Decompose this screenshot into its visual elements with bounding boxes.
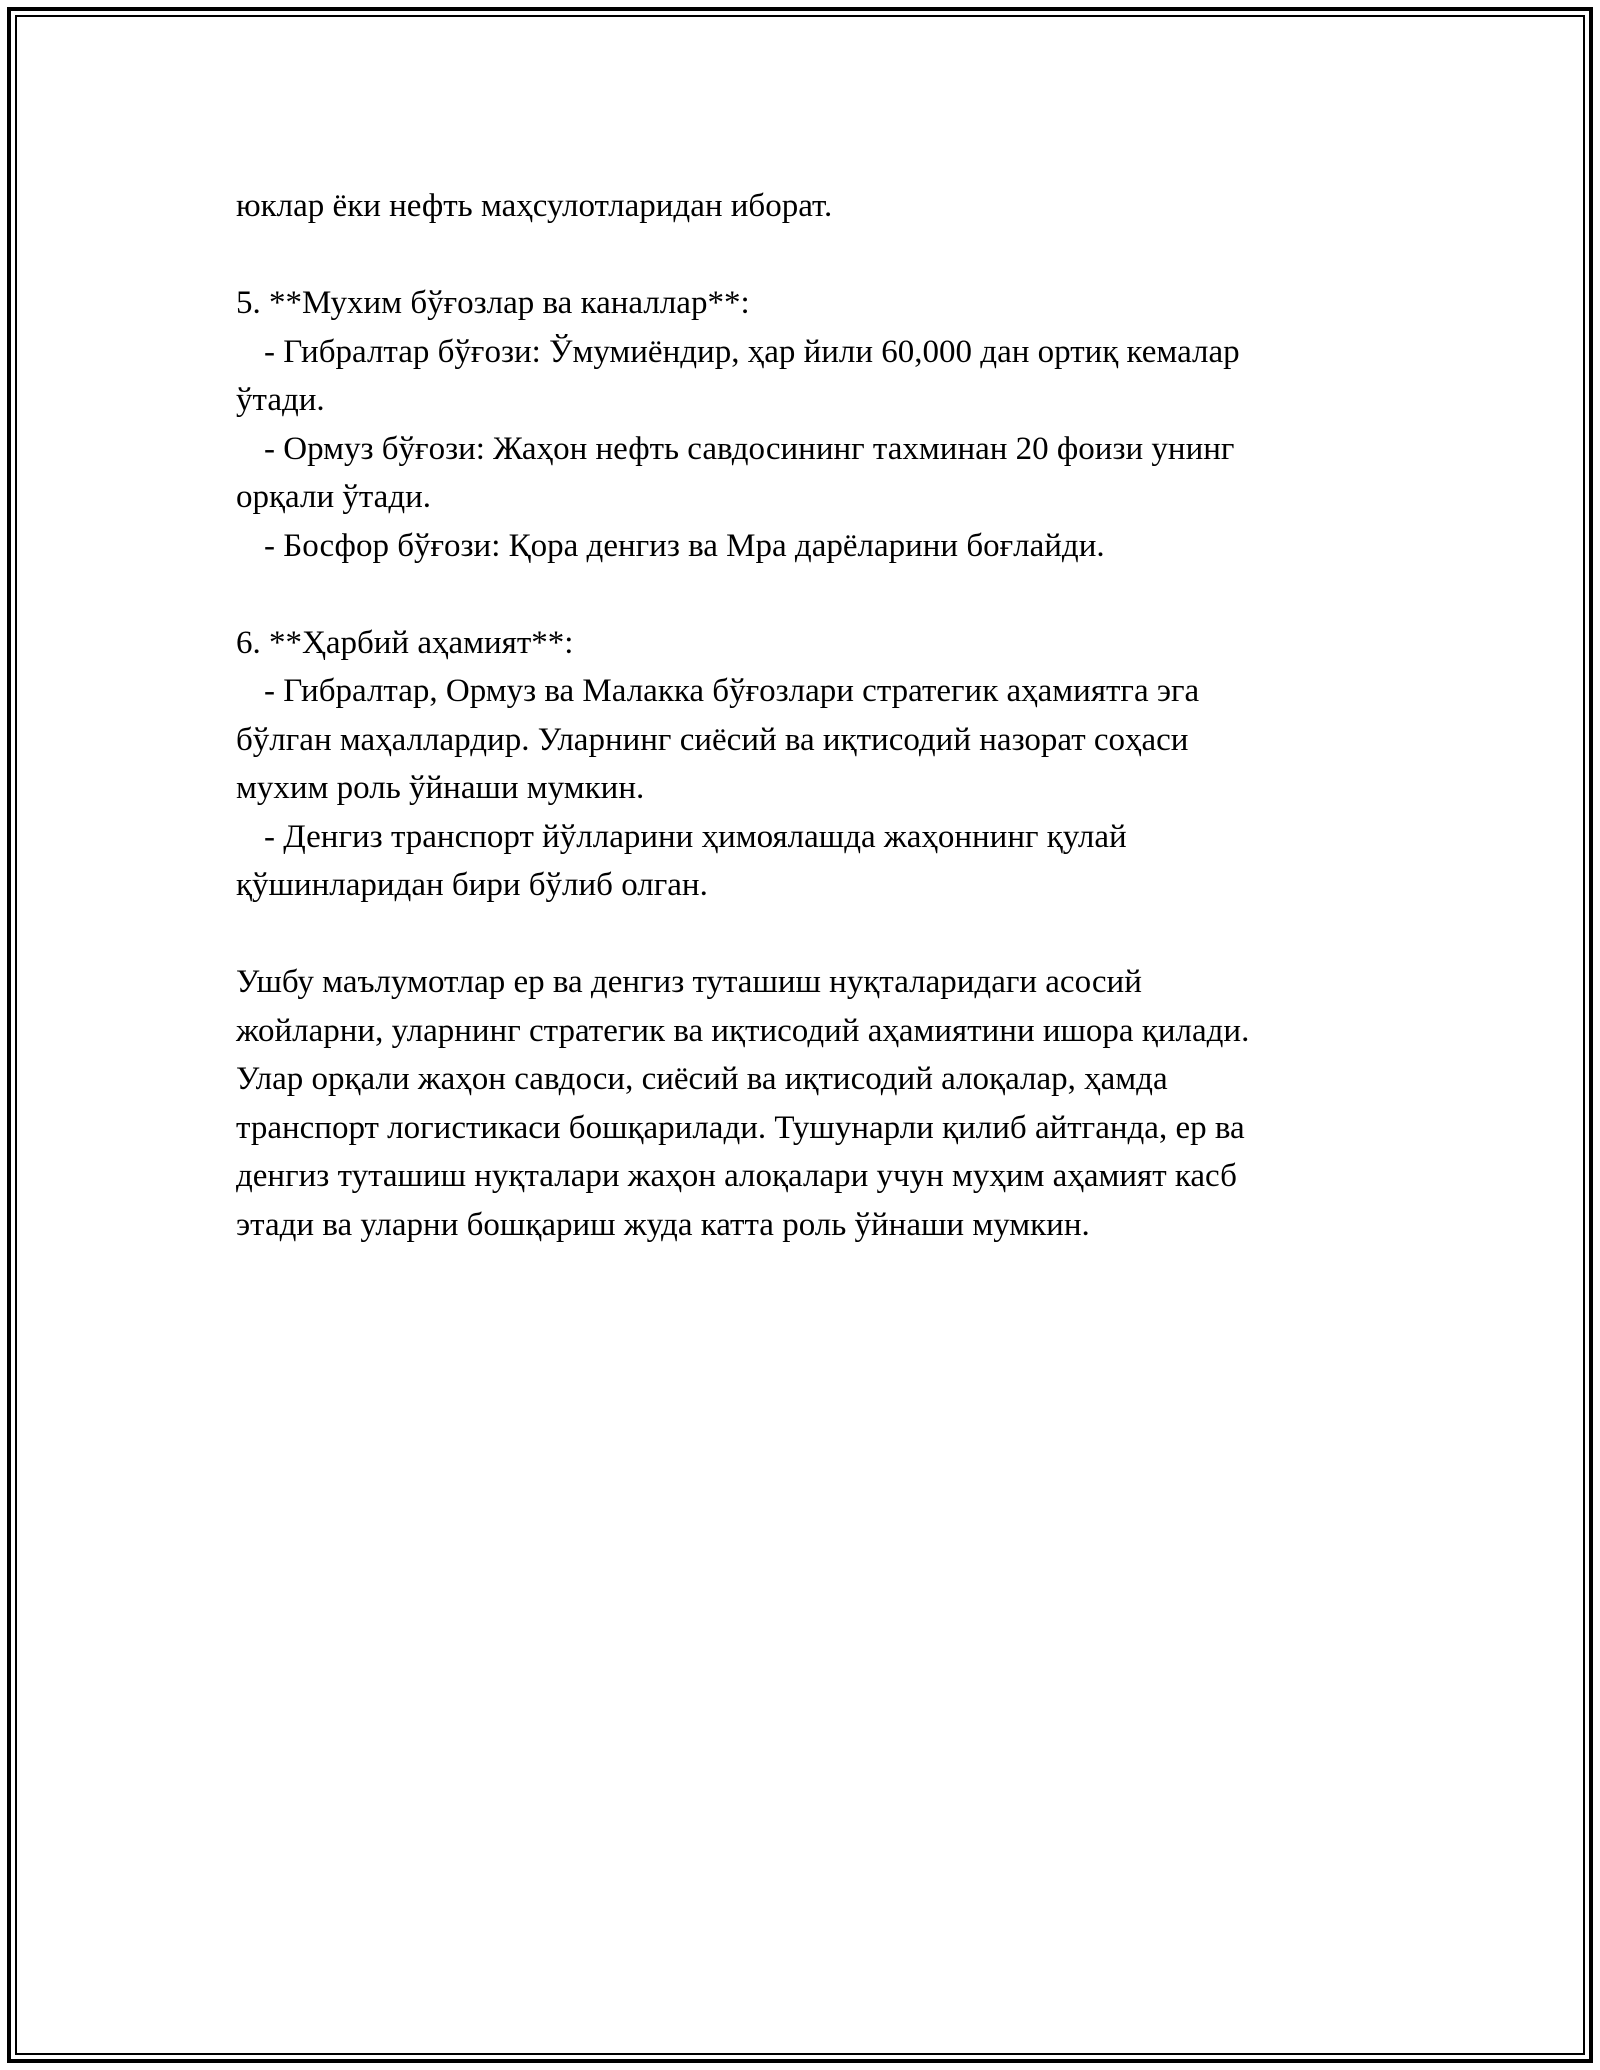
section-6-item-1-line-1: - Гибралтар, Ормуз ва Малакка бўғозлари стратегик аҳамиятга эга <box>264 673 1200 709</box>
conclusion-line-6: этади ва уларни бошқариш жуда катта роль ўйнаши мумкин. <box>236 1206 1090 1243</box>
section-6-item-2-line-2: қўшинларидан бири бўлиб олган. <box>236 867 708 903</box>
section-6-item-2-line-1: - Денгиз транспорт йўлларини ҳимоялашда жаҳоннинг қулай <box>264 818 1127 855</box>
section-5-item-2-line-2: орқали ўтади. <box>236 479 432 515</box>
section-6-heading: 6. **Ҳарбий аҳамият**: <box>236 624 574 661</box>
section-5-item-1-line-2: ўтади. <box>236 382 325 418</box>
paragraph-gap <box>236 910 1396 959</box>
section-5-heading: 5. **Мухим бўғозлар ва каналлар**: <box>236 285 750 321</box>
conclusion-line-3: Улар орқали жаҳон савдоси, сиёсий ва иқтисодий алоқалар, ҳамда <box>236 1061 1168 1097</box>
section-6-item-1-line-2: бўлган маҳаллардир. Уларнинг сиёсий ва иқтисодий назорат соҳаси <box>236 721 1189 758</box>
conclusion-line-4: транспорт логистикаси бошқарилади. Тушунарли қилиб айтганда, ер ва <box>236 1109 1245 1146</box>
section-5-item-3-line-1: - Босфор бўғози: Қора денгиз ва Мра дарёларини боғлайди. <box>264 527 1105 564</box>
conclusion-line-2: жойларни, уларнинг стратегик ва иқтисодий аҳамиятини ишора қилади. <box>236 1012 1250 1049</box>
paragraph-gap <box>236 231 1396 280</box>
section-5-item-1-line-1: - Гибралтар бўғози: Ўмумиёндир, ҳар йили 60,000 дан ортиқ кемалар <box>264 333 1240 370</box>
conclusion-line-1: Ушбу маълумотлар ер ва денгиз туташиш нуқталаридаги асосий <box>236 964 1142 1000</box>
section-6-item-1-line-3: мухим роль ўйнаши мумкин. <box>236 770 645 806</box>
paragraph-gap <box>236 570 1396 619</box>
intro-line: юклар ёки нефть маҳсулотларидан иборат. <box>236 188 833 224</box>
conclusion-line-5: денгиз туташиш нуқталари жаҳон алоқалари учун муҳим аҳамият касб <box>236 1158 1237 1194</box>
document-body <box>236 182 1396 1249</box>
section-5-item-2-line-1: - Ормуз бўғози: Жаҳон нефть савдосининг тахминан 20 фоизи унинг <box>264 430 1235 467</box>
